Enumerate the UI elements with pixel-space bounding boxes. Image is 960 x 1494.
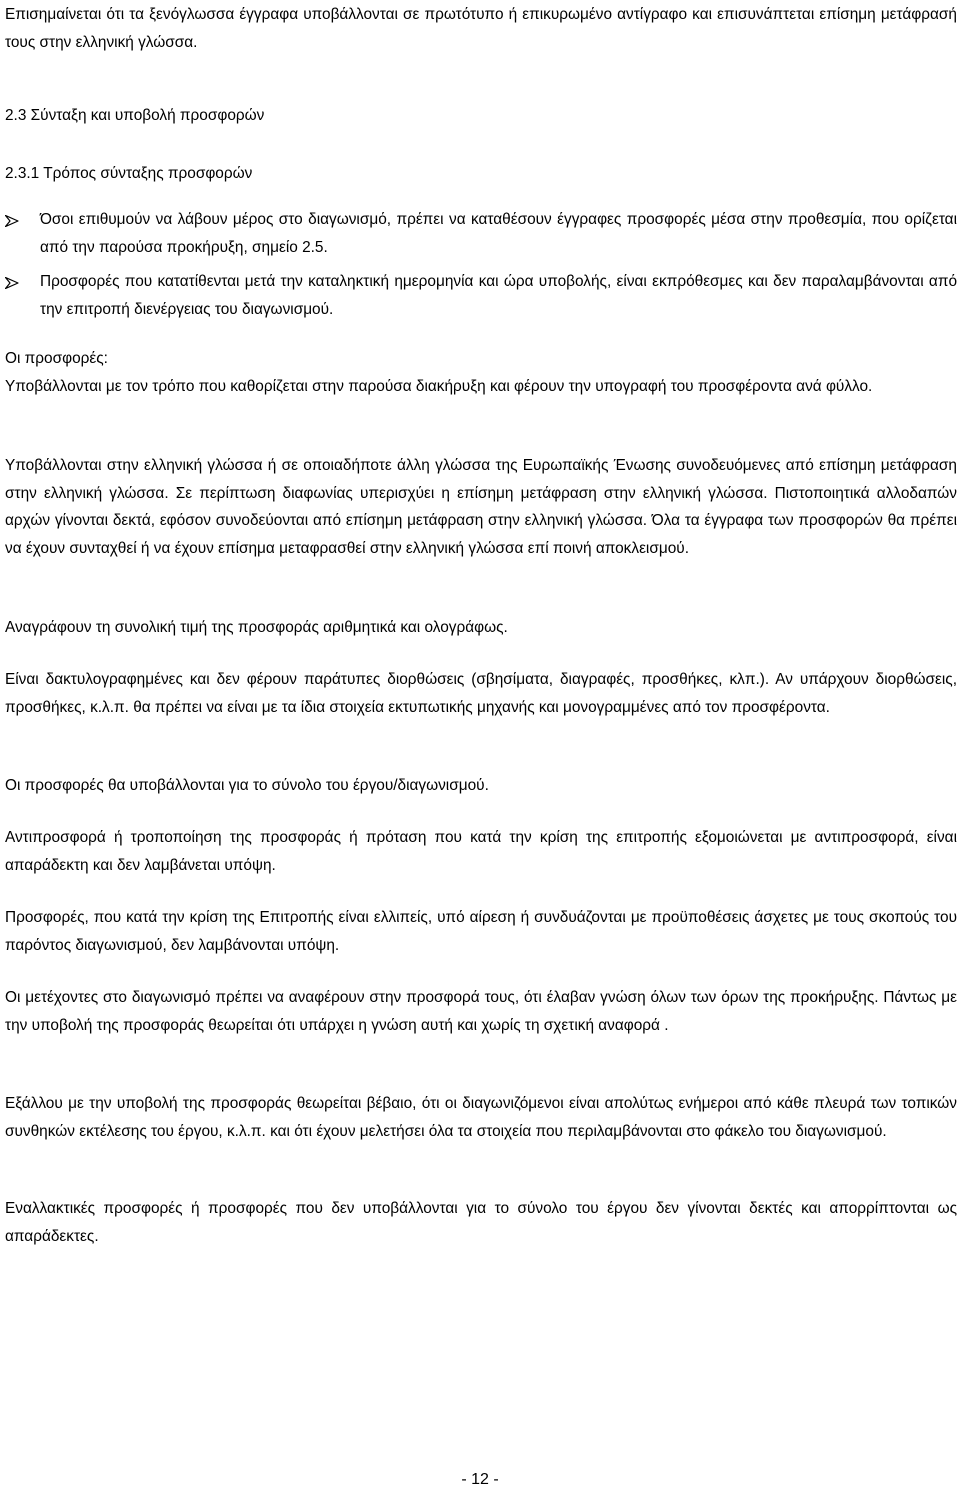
offers-label: Οι προσφορές: <box>5 350 108 367</box>
paragraph: Προσφορές, που κατά την κρίση της Επιτροπής είναι ελλιπείς, υπό αίρεση ή συνδυάζονται με προϋποθέσεις άσχετες με τους σκοπούς του παρόντος διαγωνισμού, δεν λαμβάνονται υπόψη. <box>5 909 957 954</box>
paragraph: Είναι δακτυλογραφημένες και δεν φέρουν παράτυπες διορθώσεις (σβησίματα, διαγραφές, προσθήκες, κλπ.). Αν υπάρχουν διορθώσεις, προσθήκες, κ.λ.π. θα πρέπει να είναι με τα ίδια στοιχεία εκτυπωτικής μηχανής και μονογραμμένες από τον προσφέροντα. <box>5 671 957 716</box>
arrowhead-bullet-icon <box>5 206 21 233</box>
paragraph: Υποβάλλονται στην ελληνική γλώσσα ή σε οποιαδήποτε άλλη γλώσσα της Ευρωπαϊκής Ένωσης συνοδευόμενες από επίσημη μετάφραση στην ελληνική γλώσσα. Σε περίπτωση διαφωνίας υπερισχύει η επίσημη μετάφραση στην ελληνική γλώσσα. Πιστοποιητικά αλλοδαπών αρχών γίνονται δεκτά, εφόσον συνοδεύονται από επίσημη μετάφραση στην ελληνική γλώσσα. Όλα τα έγγραφα των προσφορών θα πρέπει να έχουν συνταχθεί ή να έχουν επίσημα μεταφρασθεί στην ελληνική γλώσσα επί ποινή αποκλεισμού. <box>5 457 957 557</box>
page-number: - 12 - <box>461 1471 499 1488</box>
bullet-item <box>5 268 957 324</box>
paragraph: Αναγράφουν τη συνολική τιμή της προσφοράς αριθμητικά και ολογράφως. <box>5 619 508 636</box>
section-heading: 2.3 Σύνταξη και υποβολή προσφορών <box>5 107 265 124</box>
bullet-text: Όσοι επιθυμούν να λάβουν μέρος στο διαγωνισμό, πρέπει να καταθέσουν έγγραφες προσφορές μέσα στην προθεσμία, που ορίζεται από την παρούσα προκήρυξη, σημείο 2.5. <box>40 211 957 256</box>
paragraph: Εναλλακτικές προσφορές ή προσφορές που δεν υποβάλλονται για το σύνολο του έργου δεν γίνονται δεκτές και απορρίπτονται ως απαράδεκτες. <box>5 1200 957 1245</box>
bullet-text: Προσφορές που κατατίθενται μετά την καταληκτική ημερομηνία και ώρα υποβολής, είναι εκπρόθεσμες και δεν παραλαμβάνονται από την επιτροπή διενέργειας του διαγωνισμού. <box>40 273 957 318</box>
arrowhead-bullet-icon <box>5 268 21 295</box>
paragraph: Εξάλλου με την υποβολή της προσφοράς θεωρείται βέβαιο, ότι οι διαγωνιζόμενοι είναι απολύτως ενήμεροι από κάθε πλευρά των τοπικών συνθηκών εκτέλεσης του έργου, κ.λ.π. και ότι έχουν μελετήσει όλα τα στοιχεία που περιλαμβάνονται στο φάκελο του διαγωνισμού. <box>5 1095 957 1140</box>
paragraph: Οι μετέχοντες στο διαγωνισμό πρέπει να αναφέρουν στην προσφορά τους, ότι έλαβαν γνώση όλων των όρων της προκήρυξης. Πάντως με την υποβολή της προσφοράς θεωρείται ότι υπάρχει η γνώση αυτή και χωρίς τη σχετική αναφορά . <box>5 989 957 1034</box>
intro-paragraph: Επισημαίνεται ότι τα ξενόγλωσσα έγγραφα υποβάλλονται σε πρωτότυπο ή επικυρωμένο αντίγραφο και επισυνάπτεται επίσημη μετάφρασή τους στην ελληνική γλώσσα. <box>5 6 957 51</box>
paragraph: Αντιπροσφορά ή τροποποίηση της προσφοράς ή πρόταση που κατά την κρίση της επιτροπής εξομοιώνεται με αντιπροσφορά, είναι απαράδεκτη και δεν λαμβάνεται υπόψη. <box>5 829 957 874</box>
paragraph: Οι προσφορές θα υποβάλλονται για το σύνολο του έργου/διαγωνισμού. <box>5 777 489 794</box>
bullet-item <box>5 206 957 262</box>
paragraph: Υποβάλλονται με τον τρόπο που καθορίζεται στην παρούσα διακήρυξη και φέρουν την υπογραφή του προσφέροντα ανά φύλλο. <box>5 378 873 395</box>
subsection-heading: 2.3.1 Τρόπος σύνταξης προσφορών <box>5 165 253 182</box>
